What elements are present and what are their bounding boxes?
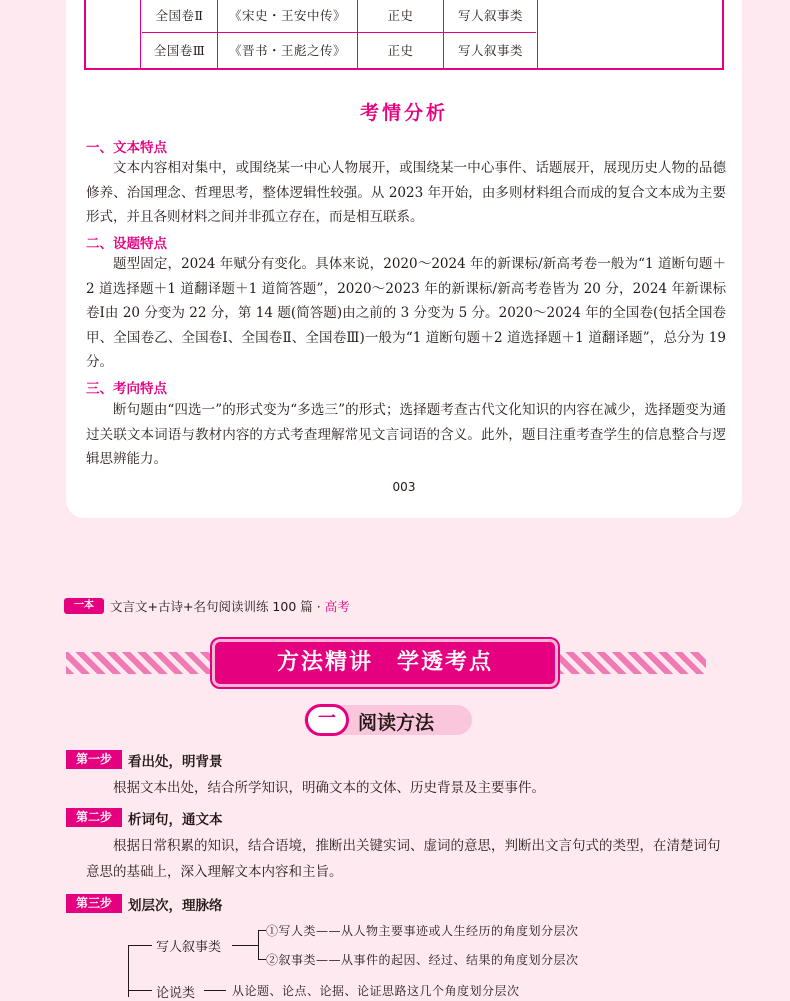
source-cell: 《宋史・王安中传》 xyxy=(218,0,358,33)
analysis-title: 考情分析 xyxy=(359,102,448,124)
subheading-number: 一 xyxy=(305,704,349,736)
step-text: 根据日常积累的知识，结合语境，推断出关键实词、虚词的意思，判断出文言句式的类型，在清楚词句意思的基础上，深入理解文本内容和主旨。 xyxy=(86,838,721,880)
subheading-title: 阅读方法 xyxy=(358,712,435,734)
genre-cell: 正史 xyxy=(358,0,444,33)
section-heading: 二、设题特点 xyxy=(86,236,167,252)
tree-connector xyxy=(258,930,266,931)
step-tag: 第一步 xyxy=(66,750,122,769)
decorative-stripe xyxy=(556,652,706,674)
header-title: 文言文+古诗+名句阅读训练 100 篇 · xyxy=(110,599,325,614)
tree-connector xyxy=(128,945,152,946)
tree-item: ②叙事类——从事件的起因、经过、结果的角度划分层次 xyxy=(266,953,579,967)
header-accent: 高考 xyxy=(324,599,350,614)
tree-connector xyxy=(128,990,152,991)
step-text: 根据文本出处，结合所学知识，明确文本的文体、历史背景及主要事件。 xyxy=(113,780,545,796)
source-cell: 《晋书・王彪之传》 xyxy=(218,32,358,68)
step-title: 划层次，理脉络 xyxy=(128,898,223,914)
tree-connector xyxy=(258,959,266,960)
analysis-page xyxy=(66,0,742,518)
decorative-stripe xyxy=(66,652,216,674)
tree-branch: 写人叙事类 xyxy=(156,940,222,955)
table-row xyxy=(86,0,722,33)
running-header xyxy=(110,597,350,615)
section-heading: 一、文本特点 xyxy=(86,140,167,156)
page-number: 003 xyxy=(392,480,416,494)
tree-item: 从论题、论点、论据、论证思路这几个角度划分层次 xyxy=(232,984,520,998)
genre-cell: 正史 xyxy=(358,32,444,68)
step-tag: 第二步 xyxy=(66,808,122,827)
step-title: 看出处，明背景 xyxy=(128,754,223,770)
section-text: 断句题由“四选一”的形式变为“多选三”的形式；选择题考查古代文化知识的内容在减少，选择题变为通过关联文本词语与教材内容的方式考查理解常见文言词语的含义。此外，题目注重考查学生的信息整合与逻辑思辨能力。 xyxy=(86,402,726,467)
tree-branch: 论说类 xyxy=(156,986,196,1001)
tree-item: ①写人类——从人物主要事迹或人生经历的角度划分层次 xyxy=(266,924,579,938)
type-cell: 写人叙事类 xyxy=(444,0,538,33)
step-title: 析词句，通文本 xyxy=(128,812,223,828)
table-divider xyxy=(140,0,141,68)
section-text: 题型固定，2024 年赋分有变化。具体来说，2020～2024 年的新课标/新高考卷一般为“1 道断句题＋2 道选择题＋1 道翻译题＋1 道简答题”，2020～2023 年的新课标/新高考卷皆为 20 分，2024 年新课标卷Ⅰ由 20 分变为 22 分，第 14 题(简答题)由之前的 3 分变为 5 分。2020～2024 年的全国卷(包括全国卷甲、全国卷乙、全国卷Ⅰ、全国卷Ⅱ、全国卷Ⅲ)一般为“1 道断句题＋2 道选择题＋1 道翻译题”，总分为 19 分。 xyxy=(86,256,726,370)
exam-source-table xyxy=(84,0,724,70)
volume-cell: 全国卷Ⅱ xyxy=(142,0,218,33)
volume-cell: 全国卷Ⅲ xyxy=(142,32,218,68)
step-tag: 第三步 xyxy=(66,894,122,913)
tree-connector xyxy=(232,945,258,946)
section-banner: 方法精讲 学透考点 xyxy=(212,639,558,687)
type-cell: 写人叙事类 xyxy=(444,32,538,68)
table-row xyxy=(86,32,722,68)
section-heading: 三、考向特点 xyxy=(86,381,167,397)
tree-connector xyxy=(258,930,259,960)
book-logo: 一本 xyxy=(64,598,104,614)
section-text: 文本内容相对集中，或围绕某一中心人物展开，或围绕某一中心事件、话题展开，展现历史人物的品德修养、治国理念、哲理思考，整体逻辑性较强。从 2023 年开始，由多则材料组合而成的复合文本成为主要形式，并且各则材料之间并非孤立存在，而是相互联系。 xyxy=(86,160,726,225)
tree-connector xyxy=(204,990,226,991)
